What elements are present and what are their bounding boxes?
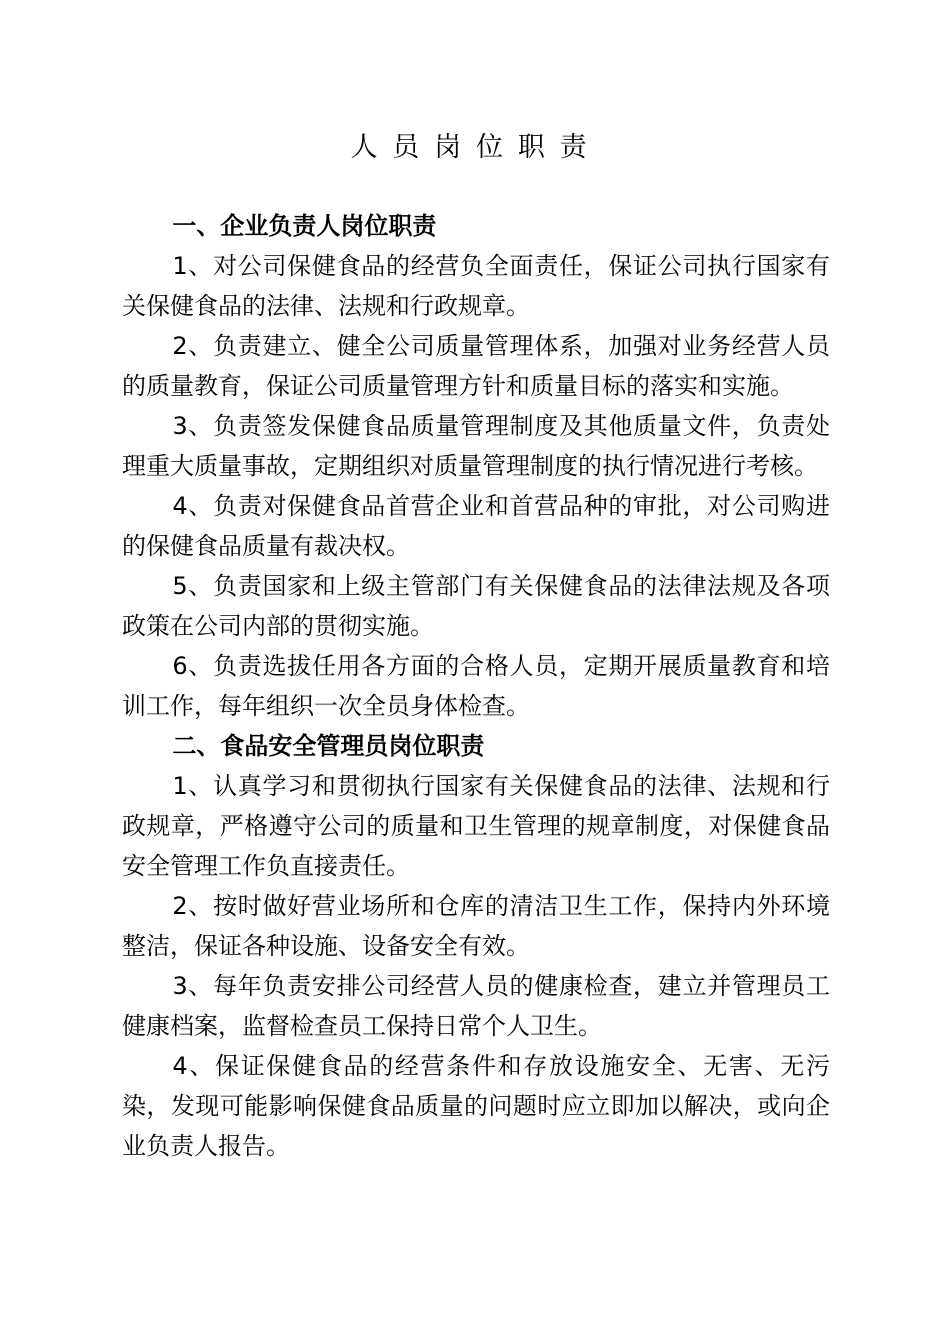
section-heading: 一、企业负责人岗位职责 (172, 212, 437, 240)
list-item: 5、负责国家和上级主管部门有关保健食品的法律法规及各项政策在公司内部的贯彻实施。 (122, 572, 830, 640)
section-heading: 二、食品安全管理员岗位职责 (172, 732, 485, 760)
list-item: 1、对公司保健食品的经营负全面责任，保证公司执行国家有关保健食品的法律、法规和行政规章。 (122, 252, 830, 320)
list-item: 2、按时做好营业场所和仓库的清洁卫生工作，保持内外环境整洁，保证各种设施、设备安全有效。 (122, 892, 830, 960)
list-item: 4、负责对保健食品首营企业和首营品种的审批，对公司购进的保健食品质量有裁决权。 (122, 492, 830, 560)
list-item: 6、负责选拔任用各方面的合格人员，定期开展质量教育和培训工作，每年组织一次全员身体检查。 (122, 652, 830, 720)
document-body (122, 206, 830, 1166)
list-item: 2、负责建立、健全公司质量管理体系，加强对业务经营人员的质量教育，保证公司质量管理方针和质量目标的落实和实施。 (122, 332, 830, 400)
list-item: 4、保证保健食品的经营条件和存放设施安全、无害、无污染，发现可能影响保健食品质量的问题时应立即加以解决，或向企业负责人报告。 (122, 1052, 830, 1160)
document-title: 人员岗位职责 (350, 132, 602, 163)
list-item: 3、负责签发保健食品质量管理制度及其他质量文件，负责处理重大质量事故，定期组织对质量管理制度的执行情况进行考核。 (122, 412, 830, 480)
list-item: 1、认真学习和贯彻执行国家有关保健食品的法律、法规和行政规章，严格遵守公司的质量和卫生管理的规章制度，对保健食品安全管理工作负直接责任。 (122, 772, 830, 880)
list-item: 3、每年负责安排公司经营人员的健康检查，建立并管理员工健康档案，监督检查员工保持日常个人卫生。 (122, 972, 830, 1040)
